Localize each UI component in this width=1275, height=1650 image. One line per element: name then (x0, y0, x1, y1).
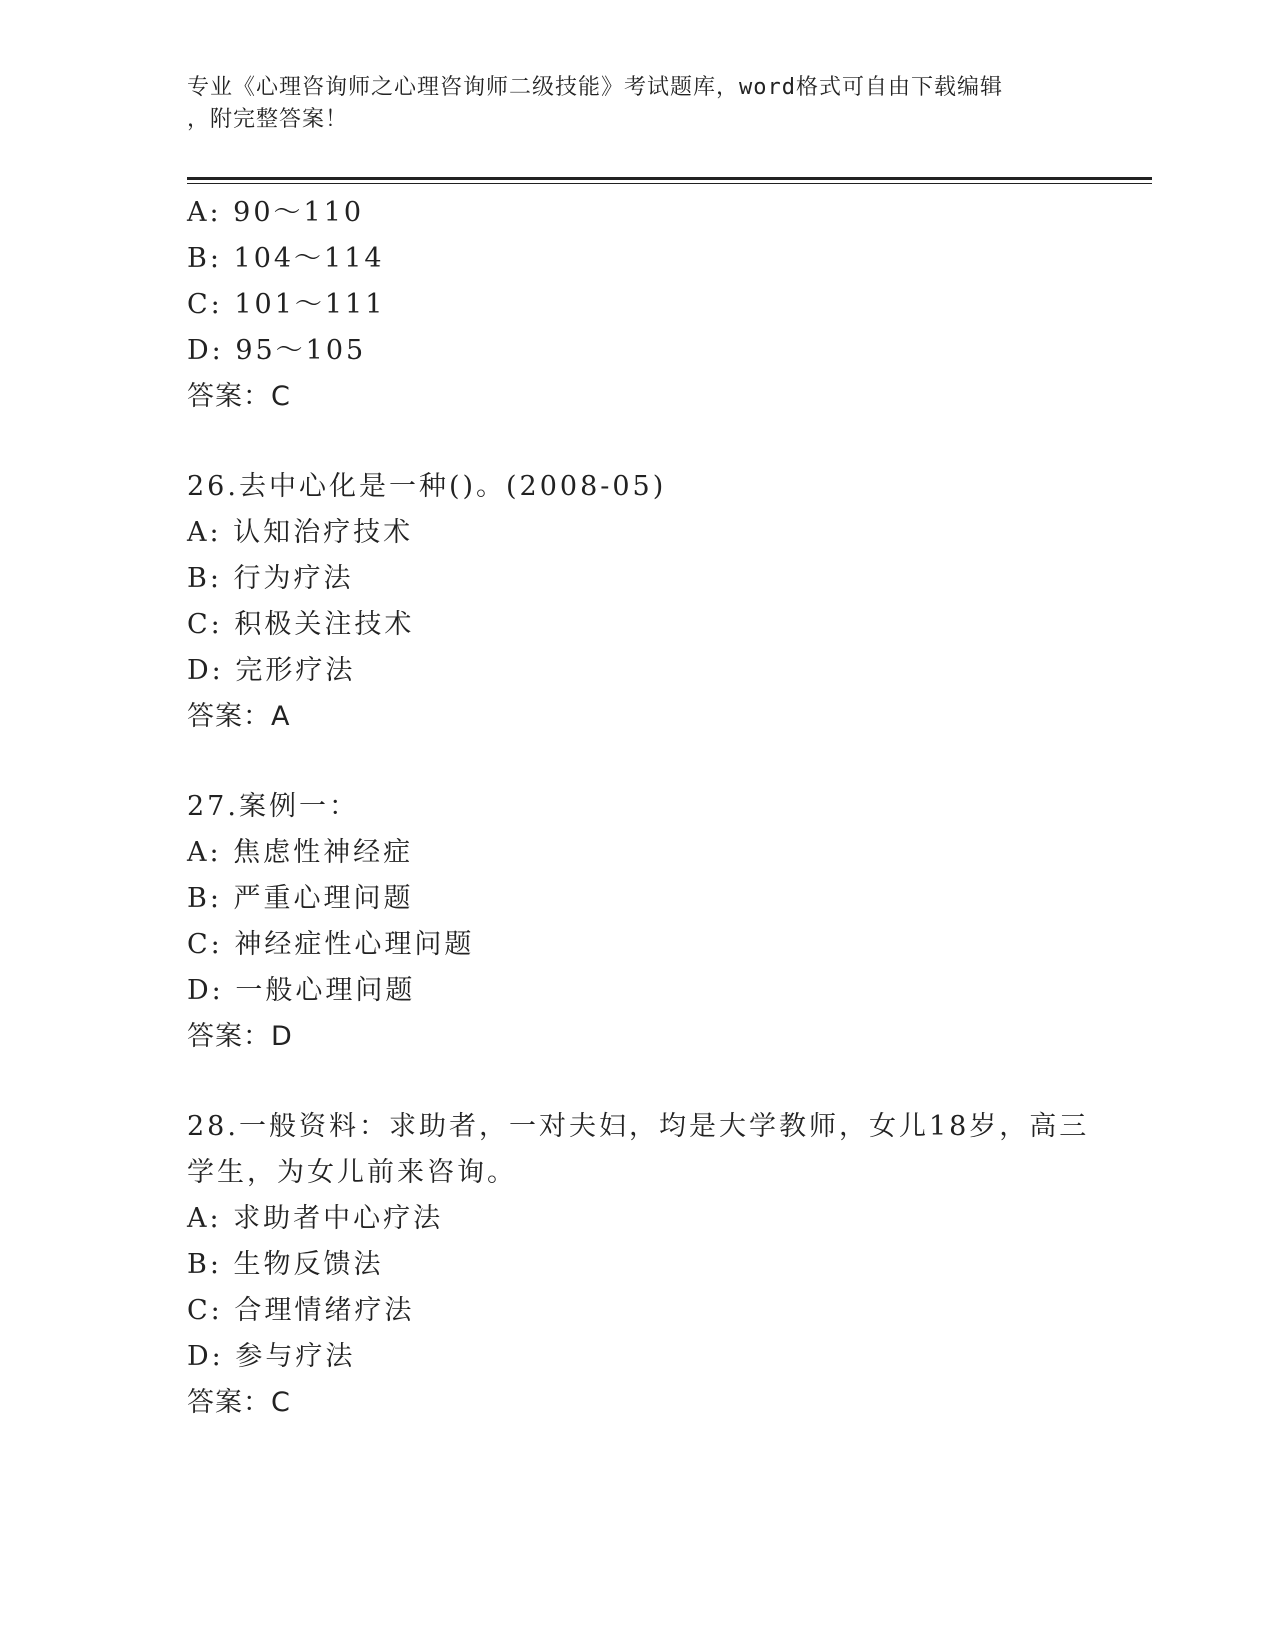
option-d: D: 一般心理问题 (187, 975, 416, 1006)
option-d: D: 95～105 (187, 335, 367, 366)
option-b: B: 生物反馈法 (187, 1249, 384, 1280)
option-a: A: 认知治疗技术 (187, 517, 414, 548)
option-a: A: 焦虑性神经症 (187, 837, 414, 868)
answer-line: 答案：C (187, 1387, 291, 1418)
question-list (187, 190, 1090, 1426)
document-header (187, 72, 1067, 136)
header-rule-thin (187, 183, 1152, 184)
option-a: A: 求助者中心疗法 (187, 1203, 444, 1234)
header-rule-thick (187, 177, 1152, 180)
option-c: C: 积极关注技术 (187, 609, 415, 640)
option-a: A: 90～110 (187, 197, 365, 228)
question-25-continued (187, 190, 1087, 420)
spacer (187, 740, 1087, 784)
question-27 (187, 784, 1087, 1060)
question-stem: 27.案例一： (187, 791, 359, 822)
option-c: C: 神经症性心理问题 (187, 929, 475, 960)
option-b: B: 严重心理问题 (187, 883, 414, 914)
answer-line: 答案：D (187, 1021, 293, 1052)
option-b: B: 104～114 (187, 243, 385, 274)
option-d: D: 参与疗法 (187, 1341, 356, 1372)
option-d: D: 完形疗法 (187, 655, 356, 686)
answer-line: 答案：C (187, 381, 291, 412)
option-c: C: 合理情绪疗法 (187, 1295, 415, 1326)
header-line-1: 专业《心理咨询师之心理咨询师二级技能》考试题库，word格式可自由下载编辑 (187, 75, 1003, 100)
spacer (187, 420, 1087, 464)
header-line-2: ，附完整答案！ (187, 107, 349, 132)
question-stem: 26.去中心化是一种()。(2008-05) (187, 471, 667, 502)
spacer (187, 1060, 1087, 1104)
question-28 (187, 1104, 1090, 1426)
answer-line: 答案：A (187, 701, 291, 732)
question-stem-line-1: 28.一般资料：求助者，一对夫妇，均是大学教师，女儿18岁，高三 (187, 1111, 1090, 1142)
question-26 (187, 464, 1087, 740)
option-c: C: 101～111 (187, 289, 386, 320)
option-b: B: 行为疗法 (187, 563, 354, 594)
question-stem-line-2: 学生，为女儿前来咨询。 (187, 1157, 517, 1188)
